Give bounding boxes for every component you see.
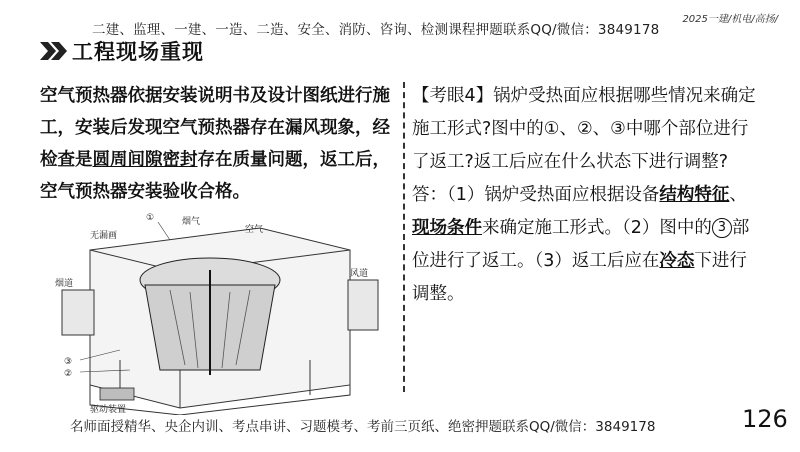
- double-chevron-icon: [38, 39, 68, 63]
- answer-sep: 、: [729, 185, 747, 205]
- label-fengdao: 风道: [350, 269, 369, 279]
- label-smoke: 烟气: [182, 217, 201, 227]
- scenario-paragraph: [40, 80, 398, 208]
- air-preheater-diagram: [50, 210, 390, 415]
- label-yandao: 烟道: [55, 279, 74, 289]
- label-drive: 驱动装置: [90, 405, 127, 415]
- answer-part-4: 下进行调整。: [412, 251, 747, 304]
- answer-key-2: 现场条件: [412, 218, 482, 238]
- label-circle-2: ②: [64, 369, 73, 379]
- answer-part-3: 部位进行了返工。（3）返工后应在: [412, 218, 750, 271]
- bottom-contact-banner: 名师面授精华、央企内训、考点串讲、习题模考、考前三页纸、绝密押题联系QQ/微信：3849178: [70, 419, 656, 435]
- qa-block: [412, 80, 757, 311]
- answer-key-3: 冷态: [659, 251, 695, 271]
- column-divider: [403, 82, 405, 392]
- answer-key-1: 结构特征: [659, 185, 730, 205]
- circled-number-3: 3: [712, 218, 732, 238]
- series-label: 2025一建/机电/高扬/: [682, 14, 778, 25]
- scenario-text-2: 存在质量问题，返工后，空气预热器安装验收合格。: [40, 150, 390, 202]
- section-title: 工程现场重现: [72, 40, 204, 64]
- answer-text: [412, 179, 757, 311]
- answer-part-1: 答：（1）锅炉受热面应根据设备: [412, 185, 660, 205]
- scenario-key-term: 圆周间隙密封: [92, 150, 198, 170]
- label-circle-1: ①: [146, 213, 155, 223]
- page-number: 126: [742, 405, 788, 433]
- label-wudangban: 无漏画: [90, 231, 118, 241]
- answer-part-2: 来确定施工形式。（2）图中的: [482, 218, 712, 238]
- top-contact-banner: 二建、监理、一建、一造、二造、安全、消防、咨询、检测课程押题联系QQ/微信：3849178: [92, 22, 660, 38]
- question-text: 【考眼4】锅炉受热面应根据哪些情况来确定施工形式?图中的①、②、③中哪个部位进行了返工?返工后应在什么状态下进行调整?: [412, 86, 756, 172]
- label-air: 空气: [245, 225, 264, 235]
- label-circle-3: ③: [64, 357, 73, 367]
- section-header: [38, 36, 204, 66]
- scenario-text-1: 空气预热器依据安装说明书及设计图纸进行施工，安装后发现空气预热器存在漏风现象，经检查是: [40, 86, 390, 170]
